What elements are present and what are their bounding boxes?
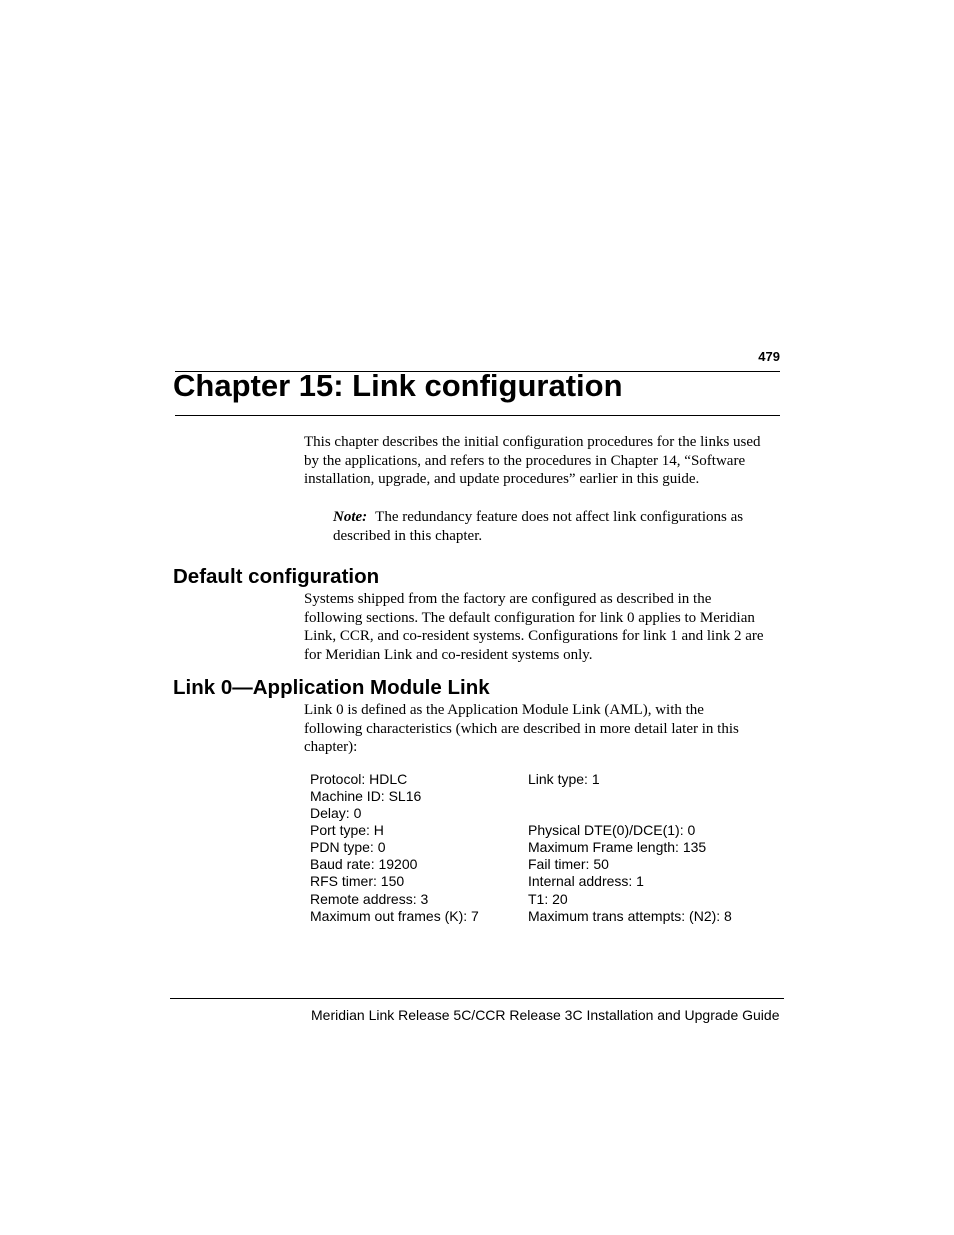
intro-line: This chapter describes the initial configuration procedures for the links used <box>304 434 761 450</box>
spec-item: Maximum Frame length: 135 <box>528 839 707 855</box>
spec-item: Maximum out frames (K): 7 <box>310 908 479 924</box>
link0-paragraph <box>304 701 784 757</box>
spec-item: Protocol: HDLC <box>310 771 408 787</box>
default-configuration-paragraph <box>304 590 789 665</box>
spec-item: Link type: 1 <box>528 771 600 787</box>
paragraph-line: following sections. The default configuration for link 0 applies to Meridian <box>304 609 755 626</box>
note-text: described in this chapter. <box>333 527 483 544</box>
spec-item: Port type: H <box>310 822 384 838</box>
section-heading-default-configuration: Default configuration <box>173 565 380 588</box>
paragraph-line: chapter): <box>304 739 358 756</box>
title-rule <box>175 415 780 416</box>
section-heading-link0: Link 0—Application Module Link <box>173 676 490 699</box>
footer-rule <box>170 998 784 999</box>
spec-item: T1: 20 <box>528 891 568 907</box>
footer-text: Meridian Link Release 5C/CCR Release 3C Installation and Upgrade Guide <box>311 1007 780 1023</box>
note <box>333 508 783 545</box>
spec-item: Maximum trans attempts: (N2): 8 <box>528 908 732 924</box>
paragraph-line: Link, CCR, and co-resident systems. Configurations for link 1 and link 2 are <box>304 628 764 645</box>
spec-item: Delay: 0 <box>310 805 362 821</box>
page-number: 479 <box>758 349 780 364</box>
spec-item: Remote address: 3 <box>310 891 429 907</box>
spec-item: PDN type: 0 <box>310 839 386 855</box>
paragraph-line: following characteristics (which are described in more detail later in this <box>304 720 739 737</box>
intro-paragraph <box>304 433 784 489</box>
spec-item: Baud rate: 19200 <box>310 856 418 872</box>
note-text: The redundancy feature does not affect link configurations as <box>375 509 744 525</box>
intro-line: by the applications, and refers to the procedures in Chapter 14, “Software <box>304 452 746 469</box>
spec-item: RFS timer: 150 <box>310 873 405 889</box>
spec-item: Internal address: 1 <box>528 873 644 889</box>
paragraph-line: Systems shipped from the factory are configured as described in the <box>304 591 712 607</box>
spec-item: Physical DTE(0)/DCE(1): 0 <box>528 822 696 838</box>
note-label: Note: <box>333 509 368 525</box>
paragraph-line: Link 0 is defined as the Application Module Link (AML), with the <box>304 702 704 718</box>
paragraph-line: for Meridian Link and co-resident systems only. <box>304 647 593 664</box>
spec-item: Machine ID: SL16 <box>310 788 422 804</box>
spec-item: Fail timer: 50 <box>528 856 609 872</box>
intro-line: installation, upgrade, and update procedures” earlier in this guide. <box>304 471 700 488</box>
chapter-title: Chapter 15: Link configuration <box>173 368 623 403</box>
